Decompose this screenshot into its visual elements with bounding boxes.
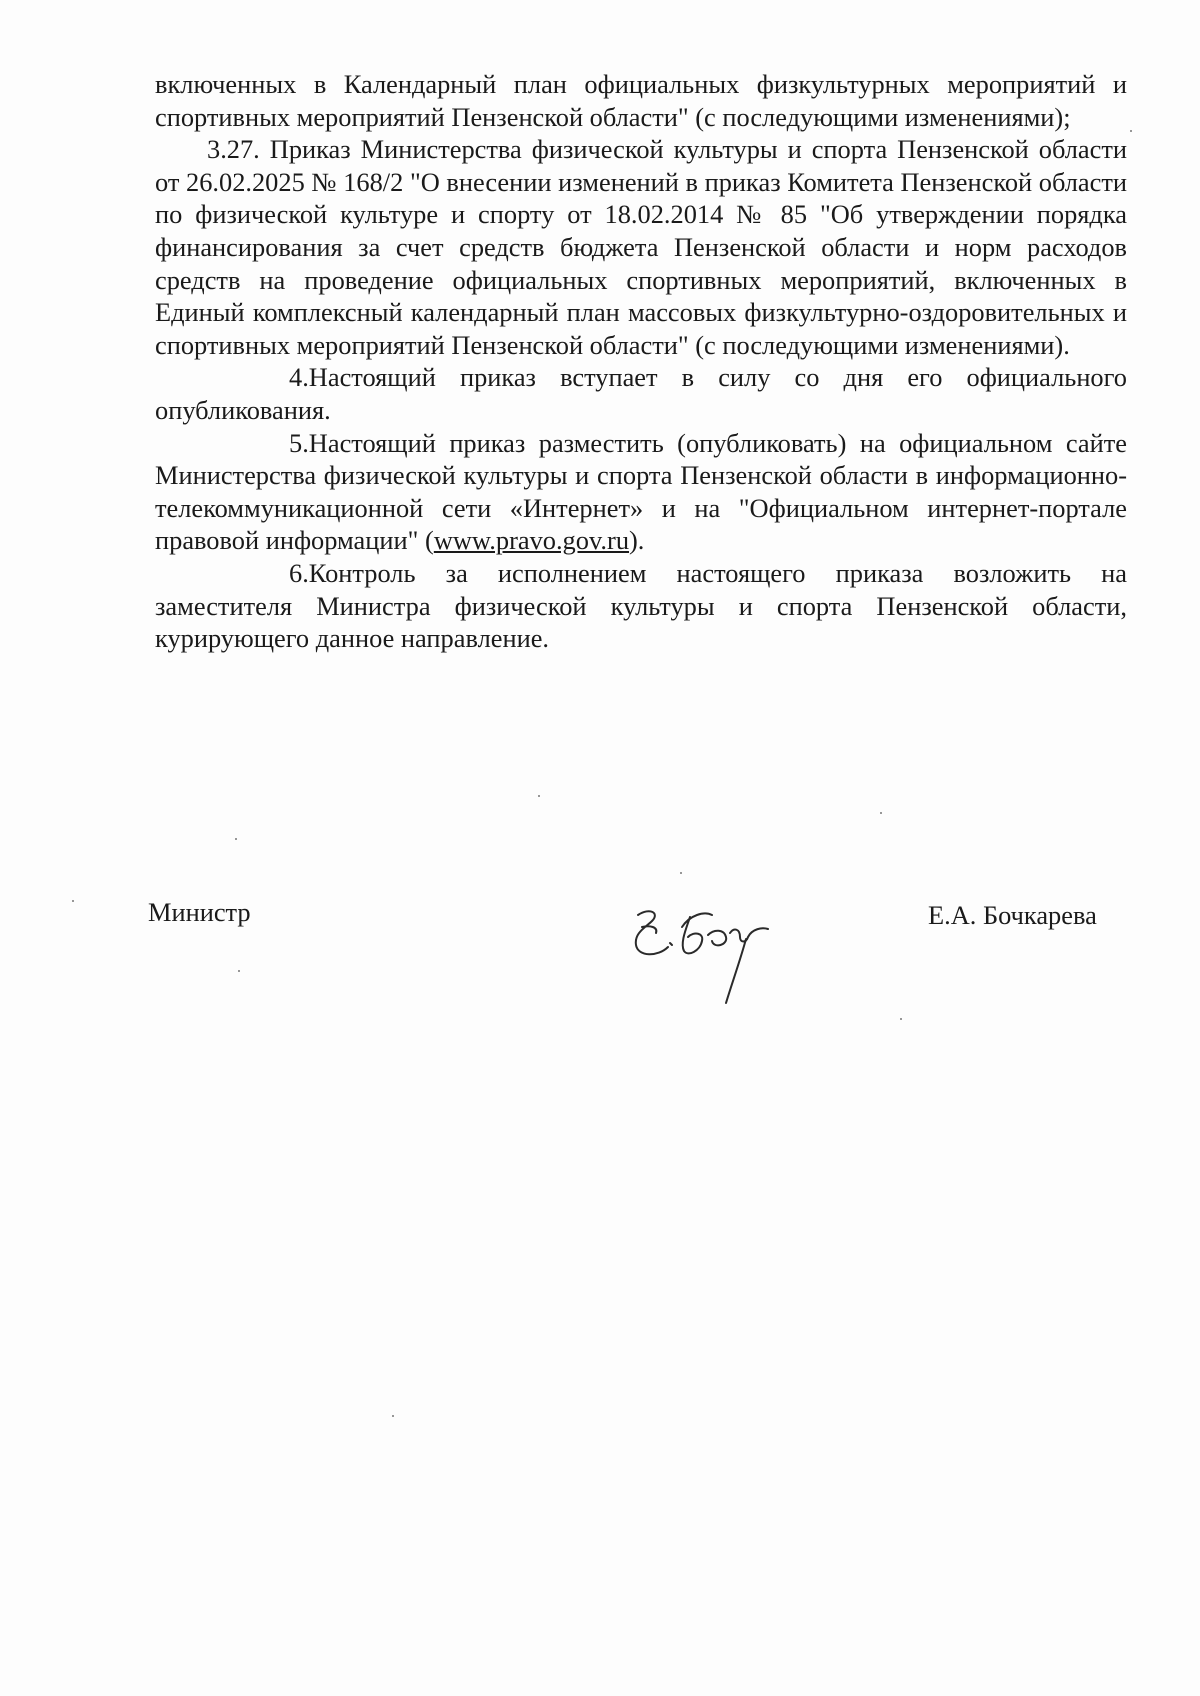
scan-speck bbox=[392, 1415, 394, 1417]
signatory-name: Е.А. Бочкарева bbox=[928, 900, 1097, 930]
paragraph-text: Контроль за исполнением настоящего приказа возложить на заместителя Министра физической культуры и спорта Пензенской области, курирующего данное направление. bbox=[155, 557, 1127, 654]
scan-speck bbox=[900, 1018, 902, 1020]
paragraph-continuation: включенных в Календарный план официальных физкультурных мероприятий и спортивных мероприятий Пензенской области" (с последующими изменениями); bbox=[155, 69, 1127, 132]
paragraph-6 bbox=[155, 557, 1127, 655]
document-body bbox=[155, 68, 1127, 655]
paragraph-5 bbox=[155, 427, 1127, 557]
scan-speck bbox=[238, 970, 240, 972]
paragraph-text: Настоящий приказ разместить (опубликовать) на официальном сайте Министерства физической культуры и спорта Пензенской области в информационно-телекоммуникационной сети «Интернет» и на "Официальном интернет-портале правовой информации" ( bbox=[155, 427, 1127, 556]
paragraph-text-end: ). bbox=[629, 525, 645, 556]
signature-row bbox=[0, 897, 1200, 1017]
scan-speck bbox=[538, 795, 540, 797]
signatory-title: Министр bbox=[148, 897, 251, 927]
paragraph-4 bbox=[155, 361, 1127, 426]
paragraph-number: 4. bbox=[289, 362, 309, 393]
scan-speck bbox=[880, 812, 882, 814]
paragraph-3-27: 3.27. Приказ Министерства физической культуры и спорта Пензенской области от 26.02.2025 № 168/2 "О внесении изменений в приказ Комитета Пензенской области по физической культуре и спорту от 18.02.2014 № 85 "Об утверждении порядка финансирования за счет средств бюджета Пензенской области и норм расходов средств на проведение официальных спортивных мероприятий, включенных в Единый комплексный календарный план массовых физкультурно-оздоровительных и спортивных мероприятий Пензенской области" (с последующими изменениями). bbox=[155, 134, 1127, 360]
paragraph-text: Настоящий приказ вступает в силу со дня его официального опубликования. bbox=[155, 362, 1127, 425]
handwritten-signature bbox=[628, 903, 798, 1008]
paragraph-number: 5. bbox=[289, 427, 309, 458]
paragraph-number: 6. bbox=[289, 557, 309, 588]
scan-speck bbox=[72, 900, 74, 902]
pravo-link[interactable]: www.pravo.gov.ru bbox=[433, 525, 630, 556]
scan-speck bbox=[235, 838, 237, 840]
scan-speck bbox=[1130, 130, 1132, 132]
scan-speck bbox=[680, 872, 682, 874]
